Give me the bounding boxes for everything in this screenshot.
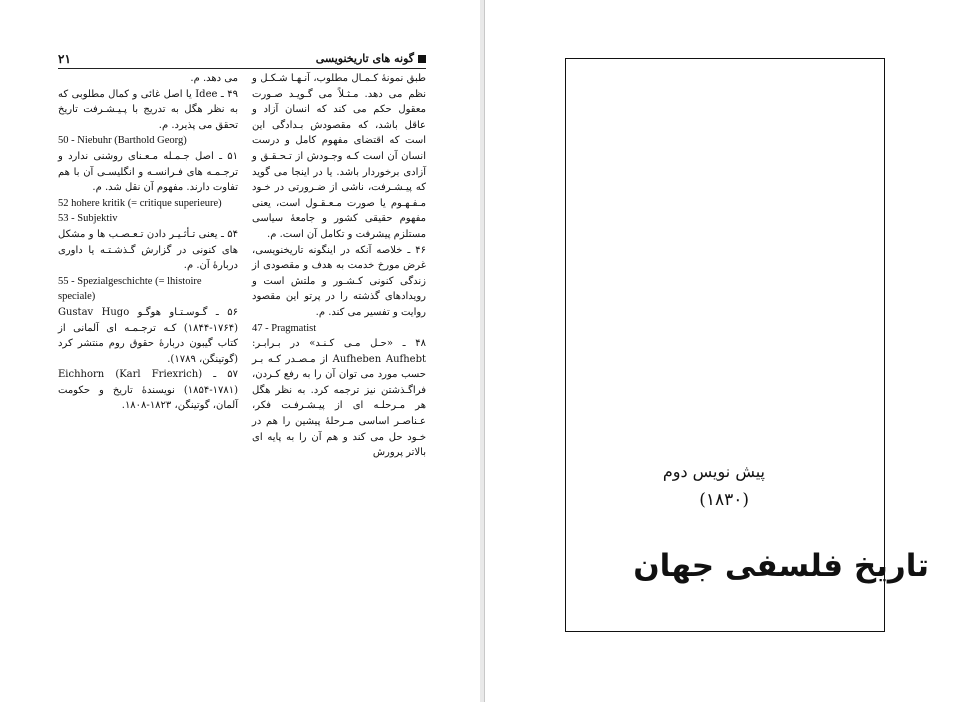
notes-column-right (252, 71, 426, 461)
chapter-title (316, 52, 426, 65)
right-page (484, 0, 964, 702)
footnote: ۵۶ ـ گـوسـتـاو هوگـو Gustav Hugo (۱۸۴۴-۱۷۶۴) کـه ترجـمـه ای آلمانی از کتاب گیبون دربارهٔ حقوق روم منتشر کرد (گوتینگن، ۱۷۸۹). (58, 306, 239, 365)
footnote: 55 - Spezialgeschichte (= lhistoire speciale) (58, 275, 202, 303)
square-bullet-icon (418, 55, 426, 63)
footnote: ۵۴ ـ یعنی تـأثـیـر دادن تـعـصـب ها و مشکل های کنونی در گزارش گـذشـتـه یا داوری دربارهٔ آن. م. (58, 228, 238, 272)
chapter-title-text: گونه های تاریخنویسی (315, 52, 414, 65)
running-head (58, 52, 426, 69)
footnote: ۴۸ ـ «حـل مـی کـنـد» در بـرابـر: Aufheben Aufhebt از مـصـدر کـه بـر حسب مورد می توان آن را به رفع کـردن، فراگـذشتن نیز ترجمه کرد. به نظر هگل هر مـرحلـه ای از پیـشـرفـت فکر، عـناصـر اساسی مـرحلهٔ پیشین را هم در خـود حل می کند و هم آن را به پایه ای بالاتر پرورش (252, 338, 426, 459)
page-number: ۲۱ (58, 52, 71, 66)
footnote: ۴۹ ـ Idee یا اصل غائی و کمال مطلوبی که به نظر هگل به تدریج با پـیـشـرفت تاریخ تحقق می پذیرد. م. (58, 88, 238, 131)
footnote: ۴۶ ـ خلاصه آنکه در اینگونه تاریخنویسی، غرض مورخ خدمت به هدف و مقصودی از زندگی کنونی کـشـور و ملتش است و رویدادهای گذشته را در پرتو این مقصود روایت و تفسیر می کند. م. (252, 244, 426, 318)
footnote: می دهد. م. (190, 73, 238, 84)
footnote: 53 - Subjektiv (58, 213, 118, 225)
footnote: ۵۷ ـ Eichhorn (Karl Friexrich) (۱۸۵۴-۱۷۸۱) نویسندهٔ تاریخ و حکومت آلمان، گوتینگن، ۱۸۲۳-۱۸۰۸. (58, 369, 238, 412)
footnote: 50 - Niebuhr (Barthold Georg) (58, 135, 187, 147)
notes-column-left (58, 71, 238, 414)
footnote: طبق نمونهٔ کـمـال مطلوب، آنـهـا شـکـل و نظم می دهد. مـثـلاً می گـویـد صـورت معقول حکم می کند که انسان آزاد و عاقل باشد، که مقصودش بـدادگی این است که اقتضای مفهوم کامل و درست انسان آن است کـه وجـودش از تـحـقـق و آزادی برخوردار باشد. یا در اینجا می گوید که پیـشـرفت، ناشی از ضـرورتی در خـود مـفـهـوم یا صورت مـعـقـول است، یعنی مفهوم حقیقی کشور و جامعهٔ سیاسی مستلزم پیشرفت و تکامل آن است. م. (252, 73, 426, 240)
preface-year: (۱۸۳۰) (699, 490, 749, 510)
left-page (0, 0, 481, 702)
preface-label: پیش نویس دوم (662, 462, 765, 481)
title-frame (565, 58, 885, 632)
footnote: 47 - Pragmatist (252, 322, 317, 334)
main-title: تاریخ فلسفی جهان (633, 548, 929, 584)
footnote: 52 hohere kritik (= critique superieure) (58, 197, 222, 209)
footnote: ۵۱ ـ اصل جـمـله مـعـنای روشنی ندارد و ترجـمـه های فـرانسـه و انگلیسـی آن با هم تفاوت دارند. مفهوم آن نقل شد. م. (58, 150, 238, 194)
